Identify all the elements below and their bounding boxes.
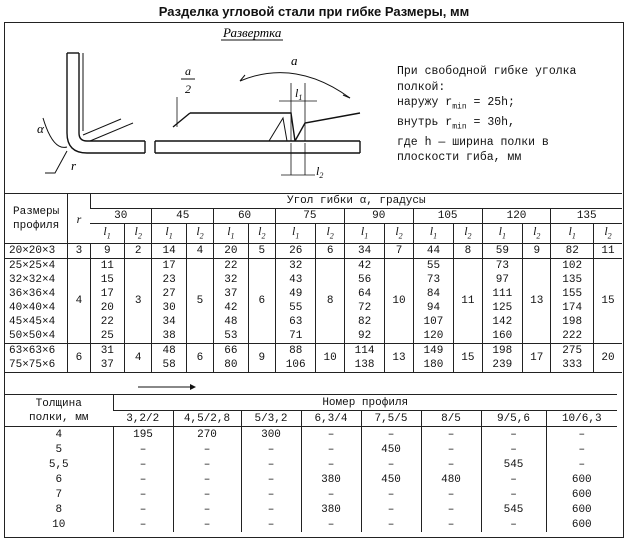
value-cell: [125, 344, 152, 373]
value-cell: [275, 259, 316, 344]
l2-header: $l_2$: [316, 224, 344, 244]
value: 34: [162, 316, 176, 329]
value: 42: [357, 260, 372, 273]
value: 14: [162, 245, 176, 258]
length-cell: –: [361, 457, 421, 472]
length-cell: –: [301, 457, 361, 472]
value: 2: [134, 245, 142, 258]
profile-number: 4,5/2,8: [173, 411, 241, 427]
col-header-thickness: Толщина полки, мм: [5, 395, 113, 427]
value: 59: [495, 245, 509, 258]
value: 84: [426, 288, 441, 301]
value-cell: [186, 344, 213, 373]
length-cell: –: [113, 517, 173, 532]
value-cell: [90, 259, 124, 344]
a-label: a: [291, 53, 298, 68]
thickness-cell: 4: [55, 428, 63, 441]
length-cell: –: [481, 517, 546, 532]
value: 135: [562, 274, 583, 287]
profile-value: 25×25×4: [9, 260, 56, 273]
length-cell: –: [421, 442, 481, 457]
profile-value: 63×63×6: [9, 345, 56, 358]
value: 8: [464, 245, 472, 258]
length-cell: 600: [546, 472, 617, 487]
header-row: [5, 194, 622, 209]
value-cell: [523, 244, 551, 259]
value-cell: [593, 344, 622, 373]
length-cell: –: [421, 427, 481, 443]
value: 26: [289, 245, 303, 258]
value: 10: [323, 352, 337, 365]
l1-header: $l_1$: [344, 224, 385, 244]
profile-number: 6,3/4: [301, 411, 361, 427]
alpha-label: α: [37, 121, 44, 136]
value: 198: [562, 316, 583, 329]
angle-cell: 135: [551, 209, 622, 224]
value-cell: [125, 244, 152, 259]
thickness-cell: 6: [55, 473, 63, 486]
value: 20: [224, 245, 238, 258]
profile-number: 8/5: [421, 411, 481, 427]
length-cell: –: [301, 427, 361, 443]
profile-number: 5/3,2: [241, 411, 301, 427]
table-row: [5, 427, 617, 443]
length-cell: 600: [546, 487, 617, 502]
table-row: [5, 487, 617, 502]
angle-cell: 45: [152, 209, 214, 224]
value: 22: [100, 316, 114, 329]
table-row: [5, 244, 622, 259]
col-header-profile: Размеры профиля: [5, 194, 68, 244]
l2-header: $l_2$: [248, 224, 275, 244]
note-line-1: При свободной гибке уголка: [397, 65, 577, 78]
value-cell: [385, 344, 413, 373]
value: 10: [392, 295, 406, 308]
profile-number: 7,5/5: [361, 411, 421, 427]
length-cell: –: [113, 472, 173, 487]
value: 160: [492, 330, 513, 343]
value: 27: [162, 288, 176, 301]
length-cell: –: [421, 517, 481, 532]
length-cell: –: [481, 487, 546, 502]
length-cell: –: [546, 442, 617, 457]
value: 9: [258, 352, 266, 365]
a-half-den: 2: [185, 82, 191, 96]
length-cell: –: [421, 487, 481, 502]
value-cell: [214, 344, 248, 373]
profile-cell: [5, 244, 68, 259]
value: 20: [601, 352, 615, 365]
l2-header: $l_2$: [125, 224, 152, 244]
note-line-4: внутрь $r_{min} = 30h$,: [397, 115, 515, 132]
value-cell: [551, 344, 594, 373]
value: 6: [196, 352, 204, 365]
length-cell: 545: [481, 457, 546, 472]
value: 49: [289, 288, 303, 301]
angle-cell: 120: [482, 209, 551, 224]
value: 17: [162, 260, 176, 273]
value: 48: [162, 345, 176, 358]
value: 4: [196, 245, 204, 258]
length-cell: 480: [421, 472, 481, 487]
value: 149: [423, 345, 444, 358]
value: 25: [100, 330, 114, 343]
length-cell: 380: [301, 472, 361, 487]
length-cell: –: [173, 442, 241, 457]
value: 72: [357, 302, 372, 315]
value-cell: [275, 344, 316, 373]
value: 82: [357, 316, 372, 329]
value: 114: [354, 345, 375, 358]
length-cell: –: [113, 442, 173, 457]
bend-diagram: [5, 23, 395, 193]
value: 15: [461, 352, 475, 365]
value: 23: [162, 274, 176, 287]
value-cell: [316, 344, 344, 373]
value-cell: [344, 244, 385, 259]
value-cell: [316, 259, 344, 344]
r-label: r: [71, 158, 77, 173]
length-cell: –: [301, 442, 361, 457]
value: 37: [224, 288, 238, 301]
value: 15: [100, 274, 114, 287]
angle-header: Угол гибки α, градусы: [90, 194, 622, 209]
value-cell: [385, 259, 413, 344]
value: 31: [100, 345, 114, 358]
length-cell: –: [301, 517, 361, 532]
r-cell: 4: [68, 259, 90, 344]
value-cell: [413, 344, 454, 373]
length-cell: –: [241, 442, 301, 457]
length-cell: –: [173, 457, 241, 472]
value-cell: [316, 244, 344, 259]
value: 120: [423, 330, 444, 343]
value: 37: [100, 359, 114, 372]
arrow-line: [138, 383, 198, 391]
bending-note: [397, 64, 613, 166]
angle-cell: 90: [344, 209, 413, 224]
value: 44: [426, 245, 441, 258]
length-cell: –: [481, 442, 546, 457]
angle-cell: 75: [275, 209, 344, 224]
length-cell: –: [173, 502, 241, 517]
profile-value: 45×45×4: [9, 316, 56, 329]
table-row: [5, 259, 622, 344]
header-row: [5, 395, 617, 411]
profile-value: 20×20×3: [9, 245, 56, 258]
table-row: [5, 344, 622, 373]
angle-cell: 30: [90, 209, 152, 224]
value: 42: [224, 302, 238, 315]
value: 8: [326, 295, 334, 308]
angle-cell: 105: [413, 209, 482, 224]
value: 73: [495, 260, 509, 273]
value: 9: [533, 245, 541, 258]
value: 17: [100, 288, 114, 301]
l2-header: $l_2$: [385, 224, 413, 244]
value-cell: [125, 259, 152, 344]
value: 63: [289, 316, 303, 329]
length-cell: 600: [546, 502, 617, 517]
value-cell: [248, 244, 275, 259]
angle-cell: 60: [214, 209, 276, 224]
length-cell: –: [113, 487, 173, 502]
value: 73: [426, 274, 441, 287]
value: 58: [162, 359, 176, 372]
value-cell: [593, 244, 622, 259]
table-row: [5, 517, 617, 532]
value: 6: [326, 245, 334, 258]
col-header-r: r: [68, 194, 90, 244]
l1-header: $l_1$: [152, 224, 186, 244]
length-cell: –: [361, 427, 421, 443]
value: 64: [357, 288, 372, 301]
value: 34: [357, 245, 372, 258]
value: 66: [224, 345, 238, 358]
value-cell: [523, 344, 551, 373]
thickness-cell: 7: [55, 488, 63, 501]
length-cell: –: [113, 502, 173, 517]
length-cell: –: [361, 487, 421, 502]
value: 55: [289, 302, 303, 315]
l-row: [5, 224, 622, 244]
value: 15: [601, 295, 615, 308]
value-cell: [482, 344, 523, 373]
value: 88: [289, 345, 303, 358]
value-cell: [152, 259, 186, 344]
value-cell: [413, 259, 454, 344]
value: 198: [492, 345, 513, 358]
value: 53: [224, 330, 238, 343]
length-cell: –: [481, 427, 546, 443]
value: 92: [357, 330, 372, 343]
value-cell: [90, 244, 124, 259]
length-cell: –: [241, 487, 301, 502]
value: 13: [392, 352, 406, 365]
value: 71: [289, 330, 303, 343]
length-cell: –: [301, 487, 361, 502]
alpha-arc: [43, 118, 67, 147]
thickness-cell: 10: [52, 518, 66, 531]
note-line-3: наружу $r_{min} = 25h$;: [397, 96, 515, 112]
value: 222: [562, 330, 583, 343]
profile-length-table: [5, 394, 617, 532]
profile-value: 75×75×6: [9, 359, 56, 372]
bend-dimensions-table: [5, 193, 622, 373]
note-line-2: полкой:: [397, 80, 446, 94]
value: 11: [461, 295, 475, 308]
l2-label: $l_2$: [316, 164, 324, 180]
length-cell: –: [546, 427, 617, 443]
length-cell: 195: [113, 427, 173, 443]
length-cell: 545: [481, 502, 546, 517]
value: 5: [196, 295, 204, 308]
l2-header: $l_2$: [523, 224, 551, 244]
length-cell: –: [241, 517, 301, 532]
value: 80: [224, 359, 238, 372]
value-cell: [152, 244, 186, 259]
profile-value: 40×40×4: [9, 302, 56, 315]
value: 142: [492, 316, 513, 329]
note-line-6: плоскости гиба, мм: [397, 151, 522, 165]
value-cell: [186, 244, 213, 259]
value: 20: [100, 302, 114, 315]
length-cell: –: [241, 502, 301, 517]
l1-label: $l_1$: [295, 86, 303, 102]
value-cell: [344, 344, 385, 373]
profile-value: 36×36×4: [9, 288, 56, 301]
table-row: [5, 502, 617, 517]
value: 43: [289, 274, 303, 287]
profile-cell: [5, 259, 68, 344]
value-cell: [214, 259, 248, 344]
length-cell: –: [241, 472, 301, 487]
l1-header: $l_1$: [214, 224, 248, 244]
l1-header: $l_1$: [482, 224, 523, 244]
length-cell: 600: [546, 517, 617, 532]
r-cell: 6: [68, 344, 90, 373]
r-leader: [45, 151, 67, 173]
length-cell: –: [546, 457, 617, 472]
length-cell: –: [421, 457, 481, 472]
value-cell: [593, 259, 622, 344]
value: 94: [426, 302, 441, 315]
value: 155: [562, 288, 583, 301]
value-cell: [275, 244, 316, 259]
l1-header: $l_1$: [90, 224, 124, 244]
table-row: [5, 442, 617, 457]
length-cell: –: [421, 502, 481, 517]
l1-header: $l_1$: [551, 224, 594, 244]
value: 17: [530, 352, 544, 365]
l1-header: $l_1$: [275, 224, 316, 244]
a-half-num: a: [185, 64, 191, 78]
value: 333: [562, 359, 583, 372]
length-cell: –: [241, 457, 301, 472]
value-cell: [248, 344, 275, 373]
value: 55: [426, 260, 441, 273]
value: 102: [562, 260, 583, 273]
value-cell: [214, 244, 248, 259]
value: 239: [492, 359, 513, 372]
value: 97: [495, 274, 509, 287]
r-cell: 3: [68, 244, 90, 259]
col-header-profile-number: Номер профиля: [113, 395, 617, 411]
value: 138: [354, 359, 375, 372]
thickness-cell: 5,5: [48, 458, 69, 471]
note-line-5: где h — ширина полки в: [397, 135, 549, 149]
profile-value: 32×32×4: [9, 274, 56, 287]
angle-row: [5, 209, 622, 224]
value: 82: [565, 245, 579, 258]
value: 48: [224, 316, 238, 329]
l2-header: $l_2$: [454, 224, 482, 244]
length-cell: 450: [361, 442, 421, 457]
value-cell: [523, 259, 551, 344]
value-cell: [385, 244, 413, 259]
value-cell: [454, 244, 482, 259]
value: 275: [562, 345, 583, 358]
value: 32: [224, 274, 238, 287]
value: 38: [162, 330, 176, 343]
value: 13: [530, 295, 544, 308]
value-cell: [186, 259, 213, 344]
value: 125: [492, 302, 513, 315]
length-cell: –: [173, 517, 241, 532]
value: 6: [258, 295, 266, 308]
length-cell: 380: [301, 502, 361, 517]
profile-value: 50×50×4: [9, 330, 56, 343]
length-cell: –: [481, 472, 546, 487]
table-row: [5, 457, 617, 472]
profile-number: 3,2/2: [113, 411, 173, 427]
value-cell: [248, 259, 275, 344]
length-cell: 300: [241, 427, 301, 443]
value-cell: [551, 259, 594, 344]
value: 11: [100, 260, 114, 273]
value: 174: [562, 302, 583, 315]
value: 3: [134, 295, 142, 308]
value: 4: [134, 352, 142, 365]
l2-header: $l_2$: [186, 224, 213, 244]
value-cell: [482, 244, 523, 259]
length-cell: 450: [361, 472, 421, 487]
value-cell: [152, 344, 186, 373]
razvertka-label: Развертка: [223, 25, 282, 40]
table-row: [5, 472, 617, 487]
length-cell: –: [361, 517, 421, 532]
value-cell: [454, 344, 482, 373]
value: 107: [423, 316, 444, 329]
value: 30: [162, 302, 176, 315]
value: 11: [601, 245, 615, 258]
value: 7: [395, 245, 403, 258]
value-cell: [413, 244, 454, 259]
profile-cell: [5, 344, 68, 373]
value-cell: [454, 259, 482, 344]
profile-number: 9/5,6: [481, 411, 546, 427]
length-cell: –: [173, 487, 241, 502]
angle-section-drawing: [67, 53, 145, 153]
value: 32: [289, 260, 303, 273]
value-cell: [482, 259, 523, 344]
page-title: Разделка угловой стали при гибке Размеры, мм: [158, 4, 470, 19]
value: 106: [285, 359, 306, 372]
thickness-cell: 8: [55, 503, 63, 516]
thickness-cell: 5: [55, 443, 63, 456]
length-cell: –: [113, 457, 173, 472]
value: 22: [224, 260, 238, 273]
value-cell: [344, 259, 385, 344]
value: 180: [423, 359, 444, 372]
value: 111: [492, 288, 513, 301]
value: 9: [104, 245, 111, 258]
flat-pattern-drawing: [155, 113, 360, 153]
l1-header: $l_1$: [413, 224, 454, 244]
length-cell: 270: [173, 427, 241, 443]
value-cell: [551, 244, 594, 259]
length-cell: –: [361, 502, 421, 517]
length-cell: –: [173, 472, 241, 487]
value: 56: [357, 274, 372, 287]
l2-header: $l_2$: [593, 224, 622, 244]
profile-number: 10/6,3: [546, 411, 617, 427]
value-cell: [90, 344, 124, 373]
value: 5: [258, 245, 266, 258]
